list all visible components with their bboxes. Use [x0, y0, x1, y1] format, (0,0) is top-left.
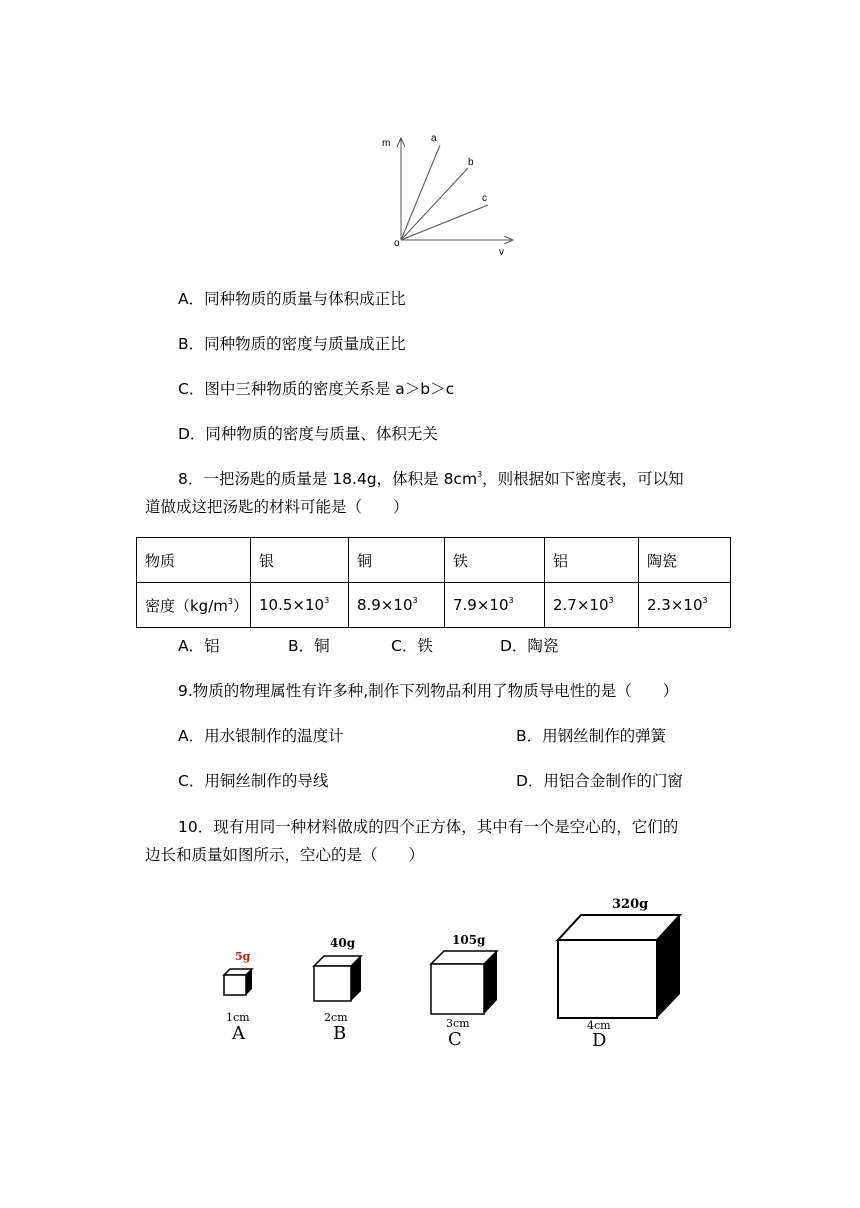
q9-option-a: A．用水银制作的温度计 — [178, 727, 344, 745]
line-a — [401, 145, 440, 240]
cube-a — [224, 950, 252, 1044]
q9-option-d: D．用铝合金制作的门窗 — [516, 772, 683, 790]
y-axis-label: m — [382, 138, 391, 149]
cube-b — [314, 936, 361, 1044]
cube-c-mass: 105g — [452, 933, 486, 947]
q7-option-d: D．同种物质的密度与质量、体积无关 — [178, 425, 438, 443]
x-axis-label: v — [499, 247, 504, 258]
q8-option-b: B．铜 — [288, 637, 330, 655]
table-cell: $7.9\times 10^3$ — [445, 583, 545, 628]
density-table — [136, 537, 731, 628]
cube-b-edge: 2cm — [324, 1011, 348, 1024]
q9-stem: 9.物质的物理属性有许多种,制作下列物品利用了物质导电性的是（ ） — [178, 682, 679, 700]
cube-a-edge: 1cm — [226, 1011, 250, 1024]
cube-a-mass: 5g — [235, 950, 251, 963]
line-b-label: b — [468, 157, 474, 168]
table-cell: 铝 — [545, 538, 639, 583]
q10-stem-line1: 10．现有用同一种材料做成的四个正方体，其中有一个是空心的，它们的 — [178, 818, 679, 836]
q8-stem-line1: 8．一把汤匙的质量是 18.4g，体积是 $8cm^3$，则根据如下密度表，可以知 — [178, 470, 684, 488]
q8-option-a: A．铝 — [178, 637, 220, 655]
cube-c-edge: 3cm — [446, 1017, 470, 1030]
table-cell: 密度$(kg/m^3)$ — [137, 583, 251, 628]
line-a-label: a — [431, 133, 437, 144]
q8-option-c: C．铁 — [391, 637, 433, 655]
table-cell: $2.7\times 10^3$ — [545, 583, 639, 628]
table-cell: $10.5\times 10^3$ — [251, 583, 349, 628]
q7-option-b: B．同种物质的密度与质量成正比 — [178, 335, 406, 353]
cube-d — [558, 897, 680, 1050]
cube-b-mass: 40g — [330, 936, 356, 950]
table-cell: $2.3\times 10^3$ — [639, 583, 731, 628]
line-c-label: c — [482, 193, 487, 204]
table-cell: 铜 — [349, 538, 445, 583]
line-b — [401, 168, 468, 240]
cube-d-edge: 4cm — [587, 1019, 611, 1032]
table-row — [137, 583, 731, 628]
q7-option-c: C．图中三种物质的密度关系是 a＞b＞c — [178, 380, 455, 398]
table-cell: 陶瓷 — [639, 538, 731, 583]
q9-option-b: B．用钢丝制作的弹簧 — [516, 727, 667, 745]
q8-stem-line2: 道做成这把汤匙的材料可能是（ ） — [145, 498, 409, 516]
cubes-figure — [210, 890, 710, 1050]
cube-a-letter: A — [232, 1023, 245, 1044]
cube-b-letter: B — [333, 1023, 347, 1044]
cube-d-mass: 320g — [612, 897, 649, 912]
table-cell: 铁 — [445, 538, 545, 583]
q8-option-d: D．陶瓷 — [500, 637, 559, 655]
table-cell: 银 — [251, 538, 349, 583]
q7-option-a: A．同种物质的质量与体积成正比 — [178, 290, 406, 308]
table-cell: 物质 — [137, 538, 251, 583]
table-cell: $8.9\times 10^3$ — [349, 583, 445, 628]
cube-d-letter: D — [592, 1030, 607, 1050]
line-c — [401, 205, 488, 240]
q9-option-c: C．用铜丝制作的导线 — [178, 772, 329, 790]
mass-volume-graph — [376, 128, 526, 258]
origin-label: o — [394, 238, 400, 249]
q10-stem-line2: 边长和质量如图所示，空心的是（ ） — [145, 846, 425, 864]
cube-c-letter: C — [448, 1029, 462, 1050]
table-header-row — [137, 538, 731, 583]
cube-c — [431, 933, 497, 1050]
